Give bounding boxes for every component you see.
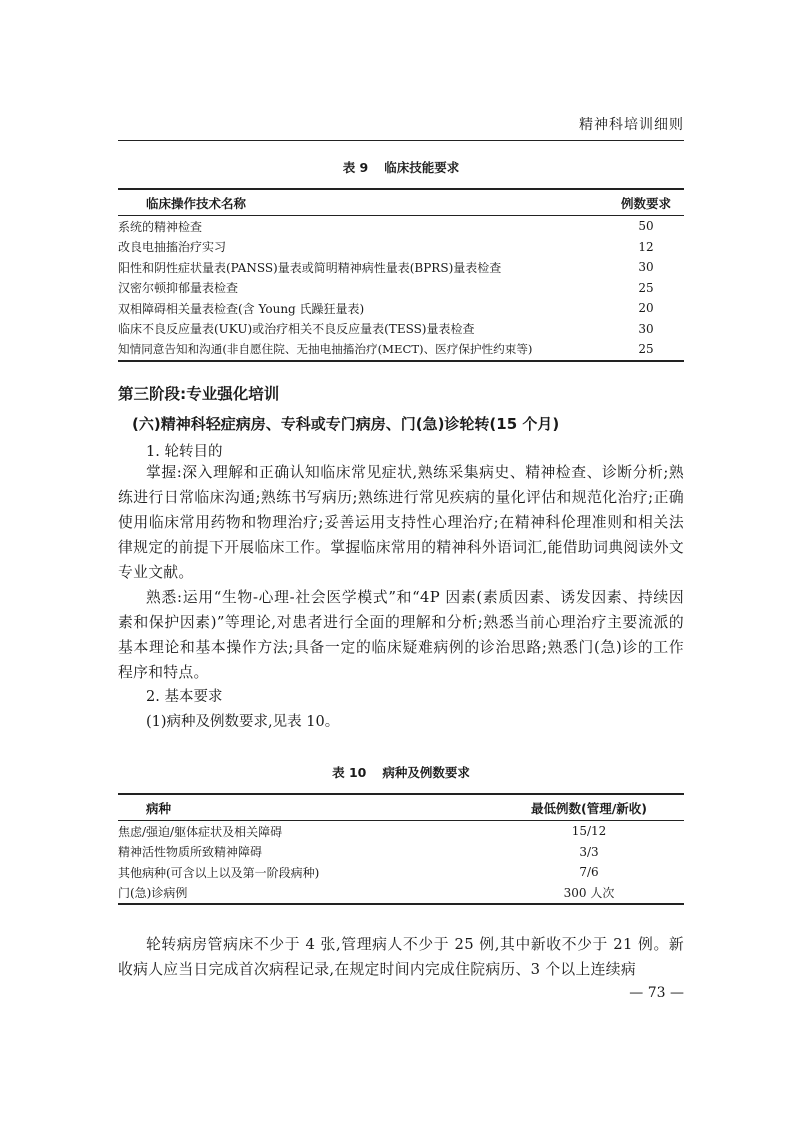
table-9-caption-number: 表 9 [342, 160, 369, 175]
disease-requirement-line: (1)病种及例数要求,见表 10。 [146, 714, 340, 730]
table-cell-operation: 阳性和阴性症状量表(PANSS)量表或简明精神病性量表(BPRS)量表检查 [118, 260, 502, 275]
table-10 [118, 763, 684, 905]
table-9 [118, 158, 684, 362]
table-cell-operation: 临床不良反应量表(UKU)或治疗相关不良反应量表(TESS)量表检查 [118, 322, 475, 337]
column-header-minimum-cases: 最低例数(管理/新收) [494, 794, 684, 821]
paragraph-ward-requirements: 轮转病房管病床不少于 4 张,管理病人不少于 25 例,其中新收不少于 21 例。新收病人应当日完成首次病程记录,在规定时间内完成住院病历、3 个以上连续病 [118, 936, 684, 978]
table-row [118, 319, 684, 340]
column-header-disease: 病种 [118, 794, 494, 821]
table-cell-operation: 双相障碍相关量表检查(含 Young 氏躁狂量表) [118, 301, 365, 316]
table-cell-operation: 汉密尔顿抑郁量表检查 [118, 281, 239, 296]
subsection-heading: (六)精神科轻症病房、专科或专门病房、门(急)诊轮转(15 个月) [132, 415, 560, 433]
table-row [118, 257, 684, 278]
table-row [118, 862, 684, 883]
table-cell-count: 30 [638, 321, 654, 336]
table-cell-count: 30 [638, 260, 654, 275]
table-10-caption-title: 病种及例数要求 [382, 765, 470, 780]
table-9-caption [118, 158, 684, 176]
page-number: — 73 — [629, 985, 684, 1001]
table-row [118, 883, 684, 905]
table-row [118, 842, 684, 863]
table-9-grid [118, 188, 684, 362]
table-10-caption-number: 表 10 [332, 765, 367, 780]
running-head: 精神科培训细则 [579, 117, 684, 133]
column-header-operation: 临床操作技术名称 [118, 189, 608, 216]
table-cell-minimum-cases: 300 人次 [563, 886, 615, 901]
table-cell-disease: 精神活性物质所致精神障碍 [118, 845, 263, 860]
table-cell-disease: 其他病种(可含以上以及第一阶段病种) [118, 865, 320, 880]
table-9-caption-title: 临床技能要求 [384, 160, 460, 175]
table-cell-operation: 改良电抽搐治疗实习 [118, 240, 227, 255]
table-cell-count: 12 [638, 239, 654, 254]
table-row [118, 216, 684, 237]
table-cell-minimum-cases: 3/3 [579, 844, 599, 859]
table-header-row [118, 794, 684, 821]
table-row [118, 237, 684, 258]
table-cell-count: 25 [638, 342, 654, 357]
paragraph-master: 掌握:深入理解和正确认知临床常见症状,熟练采集病史、精神检查、诊断分析;熟练进行日常临床沟通;熟练书写病历;熟练进行常见疾病的量化评估和规范化治疗;正确使用临床常用药物和物理治疗;妥善运用支持性心理治疗;在精神科伦理准则和相关法律规定的前提下开展临床工作。掌握临床常用的精神科外语词汇,能借助词典阅读外文专业文献。 [118, 464, 684, 581]
column-header-count: 例数要求 [608, 189, 684, 216]
table-cell-count: 20 [638, 301, 654, 316]
table-row [118, 339, 684, 361]
basic-requirements-label: 2. 基本要求 [146, 689, 223, 705]
table-cell-disease: 焦虑/强迫/躯体症状及相关障碍 [118, 824, 283, 839]
table-cell-operation: 知情同意告知和沟通(非自愿住院、无抽电抽搐治疗(MECT)、医疗保护性约束等) [118, 342, 533, 357]
table-10-caption [118, 763, 684, 781]
table-cell-minimum-cases: 15/12 [571, 824, 607, 839]
rotation-goal-label: 1. 轮转目的 [146, 444, 223, 460]
paragraph-familiar: 熟悉:运用“生物-心理-社会医学模式”和“4P 因素(素质因素、诱发因素、持续因素和保护因素)”等理论,对患者进行全面的理解和分析;熟悉当前心理治疗主要流派的基本理论和基本操作方法;具备一定的临床疑难病例的诊治思路;熟悉门(急)诊的工作程序和特点。 [118, 589, 684, 681]
table-header-row [118, 189, 684, 216]
header-rule [118, 140, 684, 141]
table-cell-count: 50 [638, 219, 654, 234]
table-cell-count: 25 [638, 280, 654, 295]
table-row [118, 298, 684, 319]
section-heading: 第三阶段:专业强化培训 [118, 385, 280, 403]
table-row [118, 821, 684, 842]
table-cell-operation: 系统的精神检查 [118, 219, 203, 234]
table-row [118, 278, 684, 299]
table-cell-disease: 门(急)诊病例 [118, 886, 188, 901]
table-cell-minimum-cases: 7/6 [579, 865, 599, 880]
table-10-grid [118, 793, 684, 905]
